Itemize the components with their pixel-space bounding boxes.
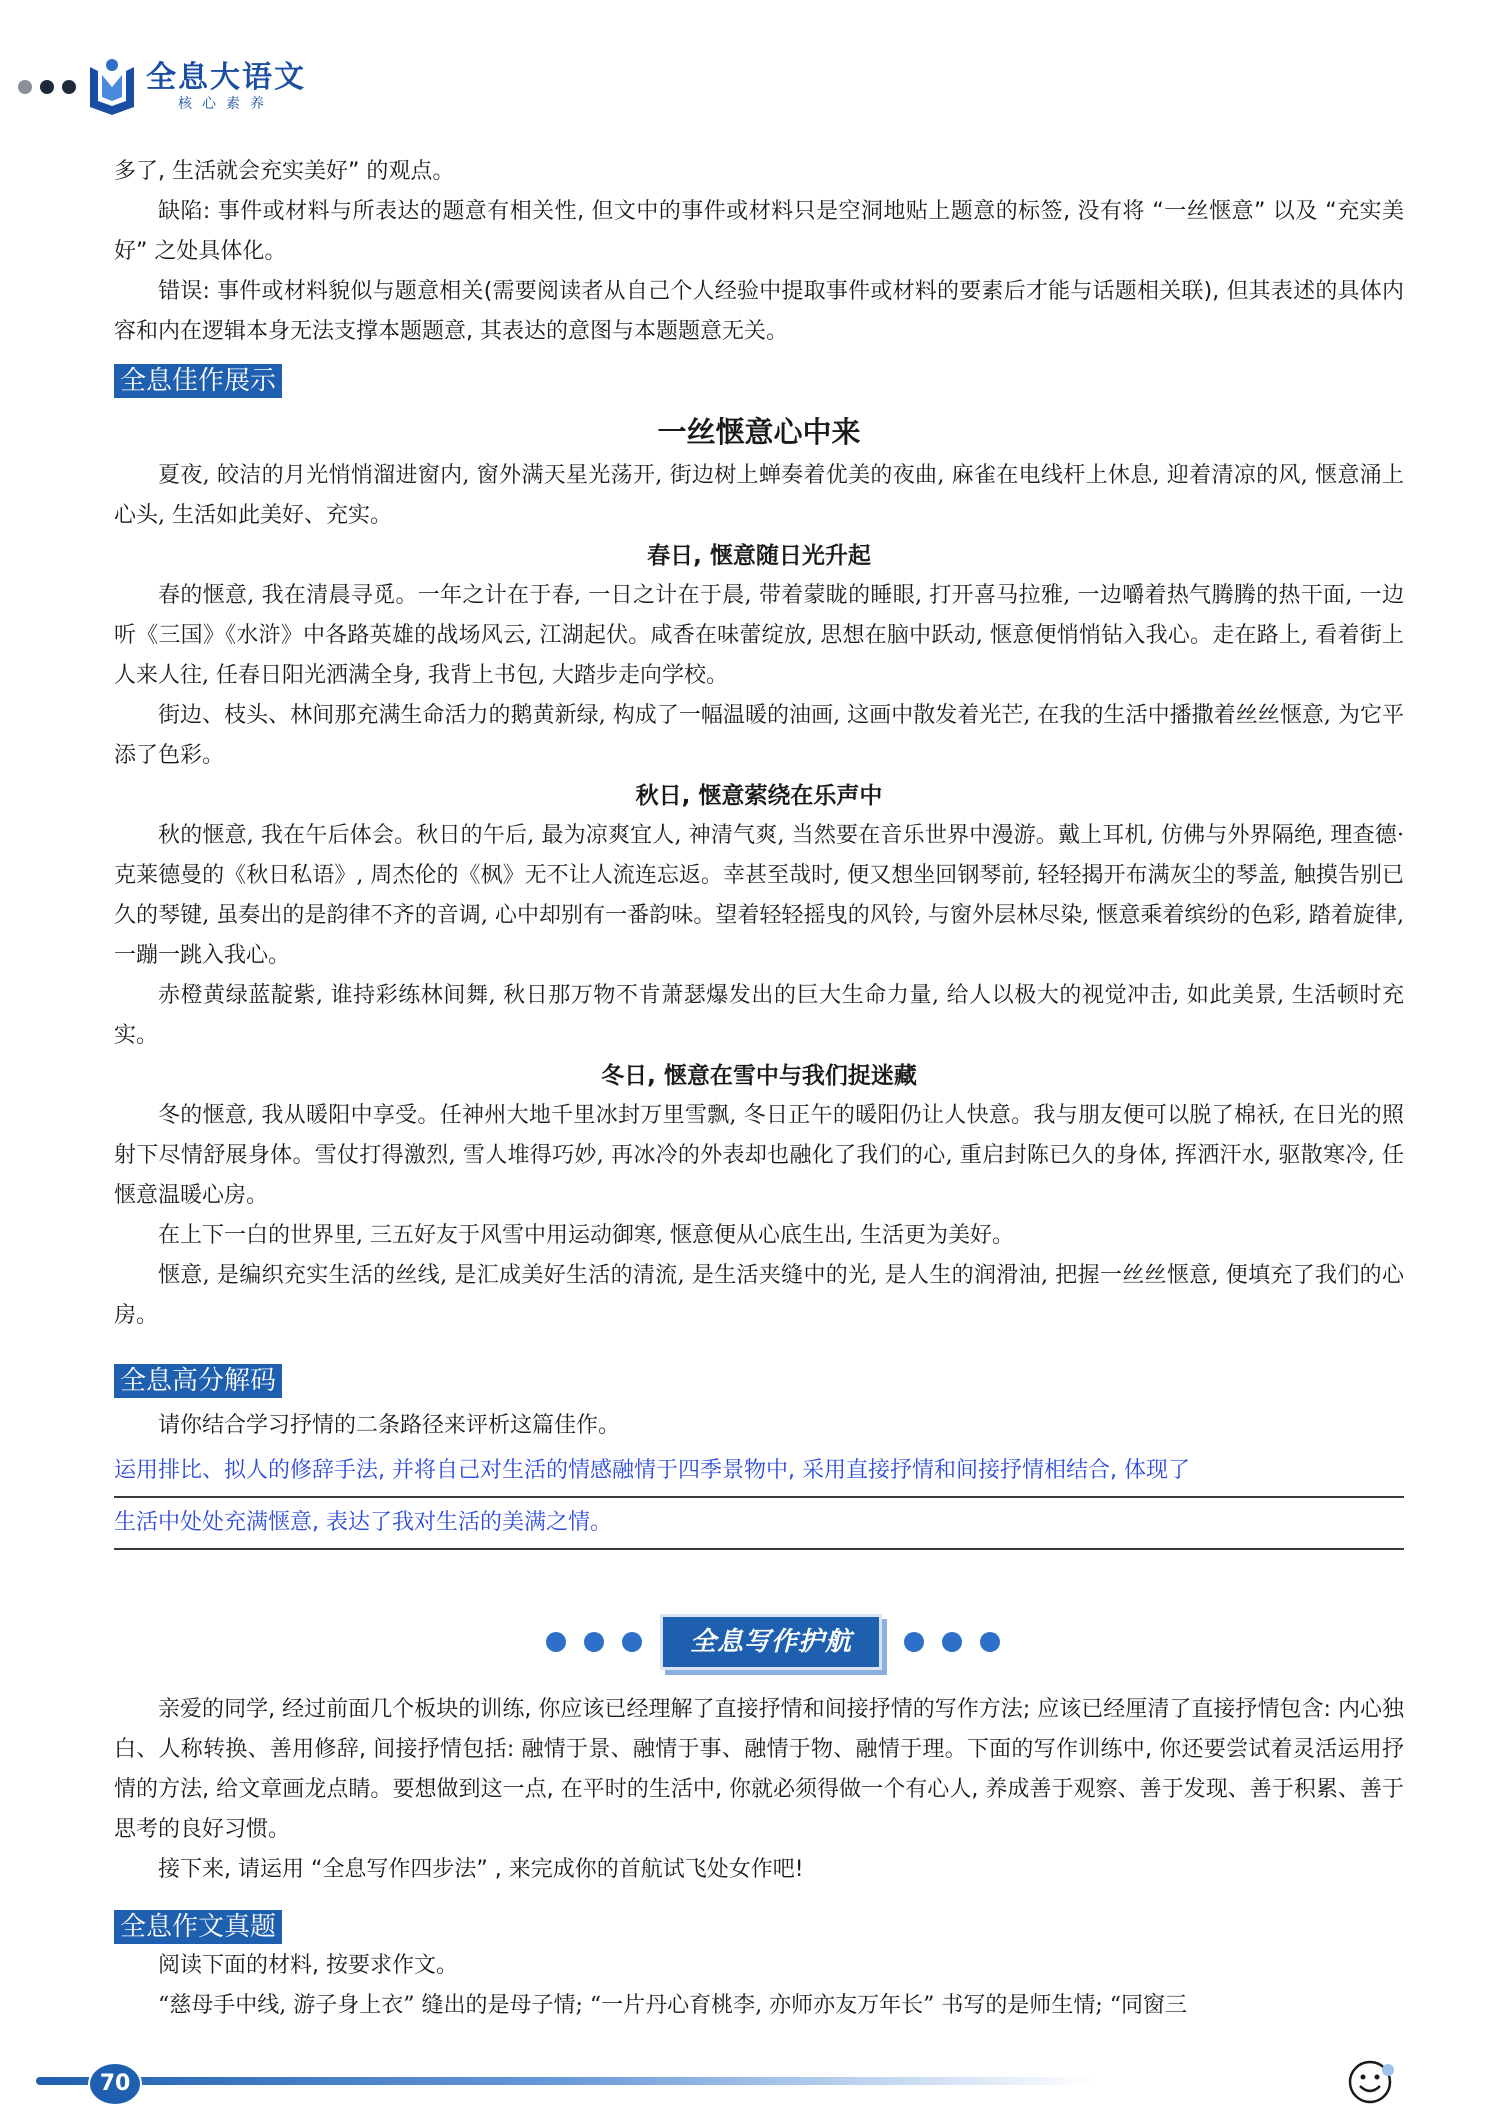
dot-icon: [18, 80, 32, 94]
intro-paragraph: 多了, 生活就会充实美好” 的观点。: [114, 159, 455, 184]
essay-paragraph: 在上下一白的世界里, 三五好友于风雪中用运动御寒, 惬意便从心底生出, 生活更为美好。: [158, 1223, 1014, 1248]
dot-icon: [584, 1632, 604, 1652]
essay-paragraph: 惬意, 是编织充实生活的丝线, 是汇成美好生活的清流, 是生活夹缝中的光, 是人生的润滑油, 把握一丝丝惬意, 便填充了我们的心房。: [114, 1263, 1404, 1328]
intro-paragraph: 缺陷: 事件或材料与所表达的题意有相关性, 但文中的事件或材料只是空洞地贴上题意的标签, 没有将 “一丝惬意” 以及 “充实美好” 之处具体化。: [114, 199, 1404, 264]
essay-paragraph: 赤橙黄绿蓝靛紫, 谁持彩练林间舞, 秋日那万物不肯萧瑟爆发出的巨大生命力量, 给人以极大的视觉冲击, 如此美景, 生活顿时充实。: [114, 983, 1404, 1048]
prompt-paragraph: 阅读下面的材料, 按要求作文。: [158, 1953, 458, 1978]
essay-subtitle: 春日, 惬意随日光升起: [647, 543, 871, 569]
section-tag: 全息佳作展示: [114, 364, 282, 398]
analysis-section: [114, 1364, 1404, 1550]
logo-subtitle: 核心素养: [178, 96, 274, 112]
header-dots: [18, 80, 76, 94]
smiley-face-icon: [1346, 2058, 1394, 2106]
guidance-paragraph: 亲爱的同学, 经过前面几个板块的训练, 你应该已经理解了直接抒情和间接抒情的写作方法; 应该已经厘清了直接抒情包含: 内心独白、人称转换、善用修辞, 间接抒情包括: 融情于景、融情于事、融情于物、融情于理。下面的写作训练中, 你还要尝试着灵活运用抒情的方法, 给文章画龙点睛。要想做到这一点, 在平时的生活中, 你就必须得做一个有心人, 养成善于观察、善于发现、善于积累、善于思考的良好习惯。: [114, 1697, 1404, 1842]
answer-line: 生活中处处充满惬意, 表达了我对生活的美满之情。: [114, 1498, 1404, 1550]
intro-block: [114, 152, 1404, 352]
prompt-section: [114, 1910, 1404, 2026]
dot-icon: [62, 80, 76, 94]
essay-section: [114, 364, 1404, 1336]
dot-icon: [40, 80, 54, 94]
dot-icon: [980, 1632, 1000, 1652]
section-banner: [0, 1614, 1500, 1670]
logo-title: 全息大语文: [146, 60, 306, 95]
essay-subtitle: 冬日, 惬意在雪中与我们捉迷藏: [601, 1063, 917, 1089]
footer-bar: [36, 2077, 1096, 2085]
analysis-question: 请你结合学习抒情的二条路径来评析这篇佳作。: [158, 1413, 621, 1438]
essay-paragraph: 冬的惬意, 我从暖阳中享受。任神州大地千里冰封万里雪飘, 冬日正午的暖阳仍让人快意。我与朋友便可以脱了棉袄, 在日光的照射下尽情舒展身体。雪仗打得激烈, 雪人堆得巧妙, 再冰冷的外表却也融化了我们的心, 重启封陈已久的身体, 挥洒汗水, 驱散寒冷, 任惬意温暖心房。: [114, 1103, 1404, 1208]
section-tag: 全息高分解码: [114, 1364, 282, 1398]
dot-icon: [622, 1632, 642, 1652]
answer-line: 运用排比、拟人的修辞手法, 并将自己对生活的情感融情于四季景物中, 采用直接抒情和间接抒情相结合, 体现了: [114, 1446, 1404, 1498]
guidance-paragraph: 接下来, 请运用 “全息写作四步法” , 来完成你的首航试飞处女作吧!: [158, 1857, 804, 1882]
essay-subtitle: 秋日, 惬意萦绕在乐声中: [635, 783, 883, 809]
dot-icon: [546, 1632, 566, 1652]
essay-paragraph: 秋的惬意, 我在午后体会。秋日的午后, 最为凉爽宜人, 神清气爽, 当然要在音乐世界中漫游。戴上耳机, 仿佛与外界隔绝, 理查德·克莱德曼的《秋日私语》, 周杰伦的《枫》无不让人流连忘返。幸甚至哉时, 便又想坐回钢琴前, 轻轻揭开布满灰尘的琴盖, 触摸告别已久的琴键, 虽奏出的是韵律不齐的音调, 心中却别有一番韵味。望着轻轻摇曳的风铃, 与窗外层林尽染, 惬意乘着缤纷的色彩, 踏着旋律, 一蹦一跳入我心。: [114, 823, 1404, 968]
dot-icon: [904, 1632, 924, 1652]
essay-paragraph: 春的惬意, 我在清晨寻觅。一年之计在于春, 一日之计在于晨, 带着蒙眬的睡眼, 打开喜马拉雅, 一边嚼着热气腾腾的热干面, 一边听《三国》《水浒》中各路英雄的战场风云, 江湖起伏。咸香在味蕾绽放, 思想在脑中跃动, 惬意便悄悄钻入我心。走在路上, 看着街上人来人往, 任春日阳光洒满全身, 我背上书包, 大踏步走向学校。: [114, 583, 1404, 688]
prompt-paragraph: “慈母手中线, 游子身上衣” 缝出的是母子情; “一片丹心育桃李, 亦师亦友万年长” 书写的是师生情; “同窗三: [158, 1993, 1188, 2018]
open-book-logo-icon: [86, 57, 138, 117]
dot-icon: [942, 1632, 962, 1652]
banner-label: 全息写作护航: [660, 1614, 882, 1670]
section-tag: 全息作文真题: [114, 1910, 282, 1944]
essay-title: 一丝惬意心中来: [657, 415, 861, 449]
essay-paragraph: 街边、枝头、林间那充满生命活力的鹅黄新绿, 构成了一幅温暖的油画, 这画中散发着光芒, 在我的生活中播撒着丝丝惬意, 为它平添了色彩。: [114, 703, 1404, 768]
header: [18, 52, 306, 122]
logo-text: [146, 61, 306, 113]
page-number: 70: [88, 2062, 142, 2106]
essay-paragraph: 夏夜, 皎洁的月光悄悄溜进窗内, 窗外满天星光荡开, 街边树上蝉奏着优美的夜曲, 麻雀在电线杆上休息, 迎着清凉的风, 惬意涌上心头, 生活如此美好、充实。: [114, 463, 1404, 528]
intro-paragraph: 错误: 事件或材料貌似与题意相关(需要阅读者从自己个人经验中提取事件或材料的要素后才能与话题相关联), 但其表述的具体内容和内在逻辑本身无法支撑本题题意, 其表达的意图与本题题意无关。: [114, 279, 1404, 344]
guidance-section: [114, 1690, 1404, 1890]
